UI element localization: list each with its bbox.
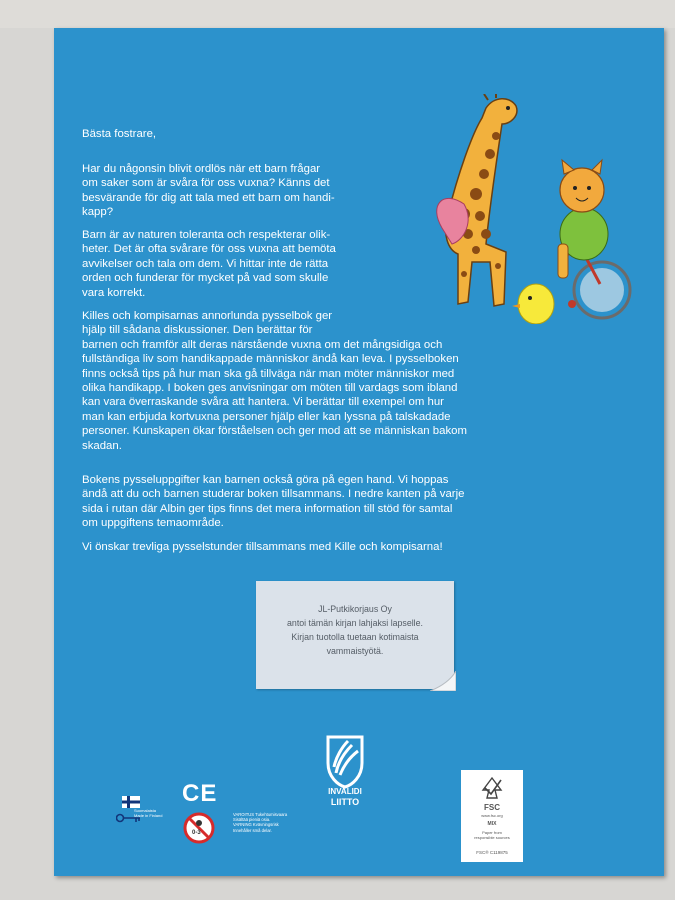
letter-closing: Vi önskar trevliga pysselstunder tillsammans med Kille och kompisarna! bbox=[82, 541, 443, 553]
age-warning-symbol bbox=[183, 812, 215, 849]
fsc-site: www.fsc.org bbox=[481, 813, 503, 818]
flag-text-1: Suomalaista bbox=[134, 808, 157, 813]
letter-paragraph-2: Barn är av naturen toleranta och respekterar olik- heter. Det är ofta svårare för oss vuxna att bemöta avvikelser och tala om dem. Vi hittar inte de rätta orden och funderar för mycket på vad som skulle vara korrekt. bbox=[82, 229, 336, 299]
flag-text-2: Made in Finland bbox=[134, 813, 163, 818]
no-under-3-icon bbox=[183, 812, 215, 844]
fsc-tree-check-icon bbox=[479, 776, 505, 800]
age-mark-label: 0-3 bbox=[192, 830, 201, 836]
fsc-mix: MIX bbox=[487, 821, 497, 827]
invalidiliitto-hand-icon bbox=[322, 733, 368, 789]
sticker-line-3: Kirjan tuotolla tuetaan kotimaista bbox=[291, 632, 419, 642]
gift-sticker bbox=[256, 581, 454, 689]
sticker-line-1: JL-Putkikorjaus Oy bbox=[318, 604, 392, 614]
warning-line-1: VAROITUS Tukehtumisvaara bbox=[233, 812, 288, 817]
ce-mark: CE bbox=[182, 780, 218, 807]
publisher-name-1: INVALIDI bbox=[328, 787, 362, 796]
sticker-line-2: antoi tämän kirjan lahjaksi lapselle. bbox=[287, 618, 423, 628]
letter-paragraph-3: Killes och kompisarnas annorlunda pysselbok ger hjälp till sådana diskussioner. Den berättar för barnen och framför allt deras närstående vuxna om det mångsidiga och fullständiga liv som handikappade människor ändå kan leva. I pysselboken finns också tips på hur man ska gå tillväga när man möter människor med olika handikapp. I boken ges anvisningar om möten till vardags som ibland kan vara överraskande svåra att hantera. Vi berättar till exempel om hur man kan erbjuda kortvuxna personer hjälp eller kan lyssna på talskadade personer. Kunskapen ökar förståelsen och ger mod att se människan bakom skadan. bbox=[82, 310, 467, 452]
warning-line-2: Sisältää pieniä osia. bbox=[233, 817, 271, 823]
backdrop bbox=[0, 0, 675, 28]
invalidiliitto-logo bbox=[322, 733, 368, 807]
publisher-name-2: LIITTO bbox=[330, 797, 360, 807]
letter-greeting: Bästa fostrare, bbox=[82, 128, 157, 140]
warning-line-3: VARNING Kvävningsrisk bbox=[233, 822, 279, 828]
warning-line-4: Innehåller små delar. bbox=[233, 827, 272, 833]
fsc-code: FSC® C119875 bbox=[476, 850, 508, 855]
letter-paragraph-1: Har du någonsin blivit ordlös när ett barn frågar om saker som är svåra för oss vuxna? Känns det besvärande för dig att tala med ett barn om handi- kapp? bbox=[82, 163, 335, 219]
fsc-name: FSC bbox=[484, 803, 500, 812]
sticker-curl-icon bbox=[430, 671, 456, 691]
choking-warning-text bbox=[233, 812, 295, 833]
sticker-line-4: vammaistyötä. bbox=[326, 646, 384, 656]
fsc-label bbox=[461, 770, 523, 862]
made-in-finland-mark bbox=[116, 796, 163, 831]
fsc-claim-2: responsible sources bbox=[474, 835, 510, 840]
fsc-claim-1: Paper from bbox=[482, 830, 502, 835]
letter-paragraph-4: Bokens pysseluppgifter kan barnen också göra på egen hand. Vi hoppas ändå att du och barnen studerar boken tillsammans. I nedre kanten på varje sida i rutan där Albin ger tips finns det mera information till stöd för samtal om uppgiftens temaområde. bbox=[82, 474, 465, 530]
